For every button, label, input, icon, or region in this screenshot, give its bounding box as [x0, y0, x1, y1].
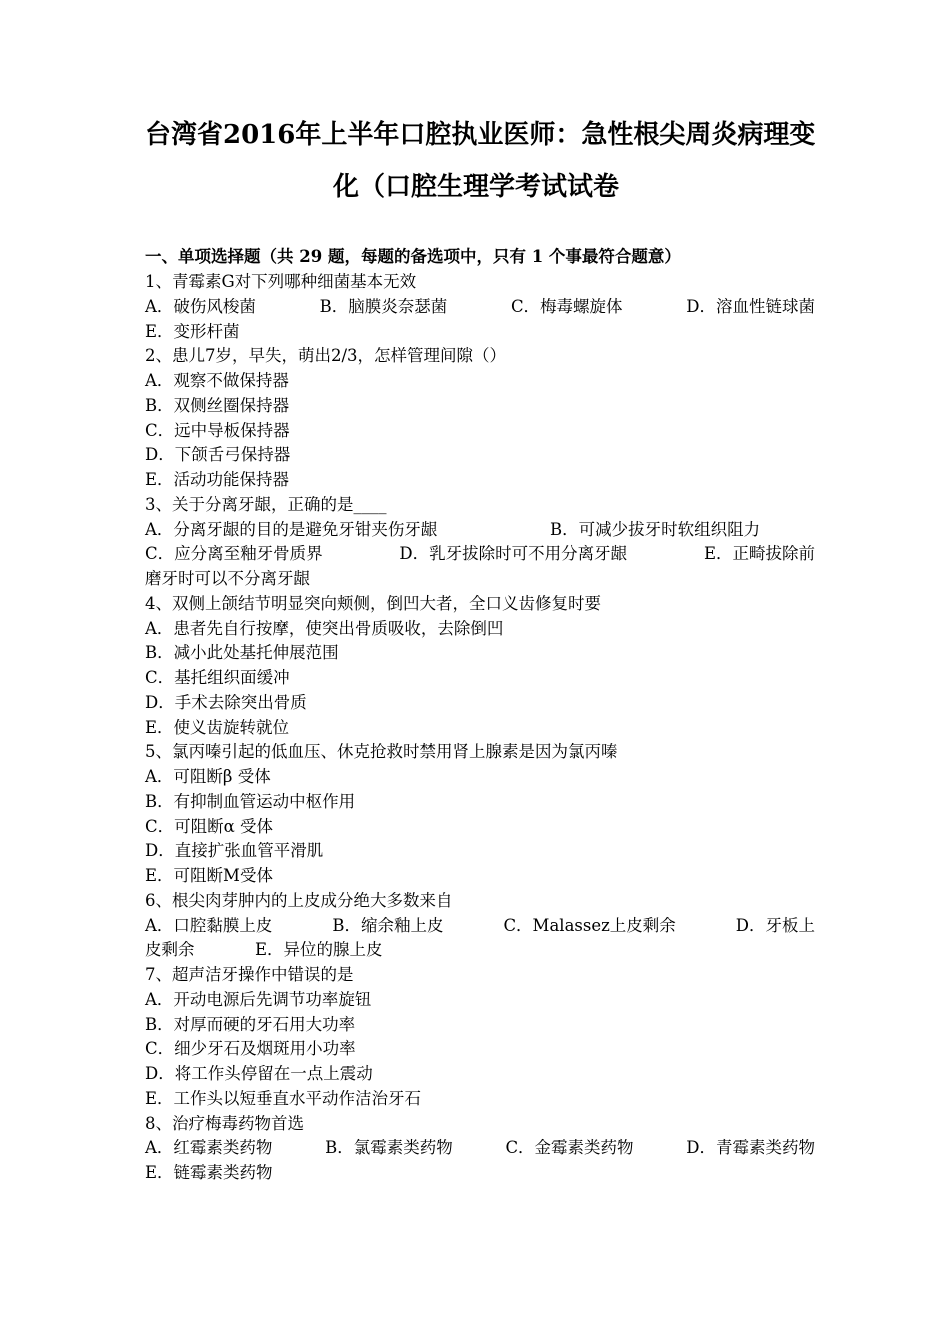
option-item: B．可减少拔牙时软组织阻力	[550, 519, 761, 539]
option-row: B．双侧丝圈保持器	[145, 395, 290, 415]
option-row: B．对厚而硬的牙石用大功率	[145, 1014, 356, 1034]
option-item: C．梅毒螺旋体	[510, 296, 623, 316]
option-item: 皮剩余	[145, 940, 195, 960]
option-row	[145, 320, 815, 345]
question-stem-4: 4、双侧上颌结节明显突向颊侧，倒凹大者，全口义齿修复时要	[145, 593, 601, 613]
option-row: C．可阻断α 受体	[145, 816, 274, 836]
question-stem-6: 6、根尖肉芽肿内的上皮成分绝大多数来自	[145, 890, 453, 910]
option-item: D．牙板上	[735, 915, 815, 935]
option-item: C．Malassez上皮剩余	[503, 915, 676, 935]
option-item: C．金霉素类药物	[505, 1138, 634, 1158]
option-row: D．手术去除突出骨质	[145, 692, 307, 712]
option-row	[145, 914, 815, 939]
question-stem-1: 1、青霉素G对下列哪种细菌基本无效	[145, 272, 417, 291]
option-item: E．正畸拔除前	[703, 544, 815, 564]
question-stem-3: 3、关于分离牙龈，正确的是____	[145, 494, 387, 514]
option-row	[145, 518, 815, 543]
option-item: C．应分离至釉牙骨质界	[145, 544, 323, 564]
document-title-line-2: 化（口腔生理学考试试卷	[332, 172, 619, 202]
option-row	[145, 938, 815, 963]
option-row	[145, 295, 815, 320]
option-item: E．链霉素类药物	[145, 1163, 273, 1182]
option-item: B．脑膜炎奈瑟菌	[319, 296, 448, 316]
option-row: B．减小此处基托伸展范围	[145, 643, 339, 663]
option-row: A．观察不做保持器	[145, 371, 289, 390]
option-row: A．患者先自行按摩，使突出骨质吸收，去除倒凹	[145, 618, 504, 638]
option-item: E．异位的腺上皮	[255, 940, 383, 960]
option-row: E．工作头以短垂直水平动作洁治牙石	[145, 1088, 422, 1108]
option-row	[145, 1161, 815, 1186]
option-row: E．使义齿旋转就位	[145, 717, 290, 737]
question-stem-8: 8、治疗梅毒药物首选	[145, 1113, 304, 1133]
option-row: D．将工作头停留在一点上震动	[145, 1064, 373, 1083]
option-item: A．分离牙龈的目的是避免牙钳夹伤牙龈	[145, 519, 438, 539]
option-item: A．红霉素类药物	[145, 1138, 273, 1158]
question-stem-7: 7、超声洁牙操作中错误的是	[145, 965, 354, 984]
option-row: E．活动功能保持器	[145, 470, 290, 489]
option-item: D．乳牙拔除时可不用分离牙龈	[399, 544, 628, 564]
option-row: A．可阻断β 受体	[145, 767, 271, 786]
option-row: C．细少牙石及烟斑用小功率	[145, 1039, 356, 1059]
option-row: 磨牙时可以不分离牙龈	[145, 569, 310, 588]
option-item: D．青霉素类药物	[686, 1138, 815, 1158]
option-item: B．氯霉素类药物	[325, 1138, 453, 1158]
option-row: A．开动电源后先调节功率旋钮	[145, 989, 372, 1009]
question-stem-5: 5、氯丙嗪引起的低血压、休克抢救时禁用肾上腺素是因为氯丙嗪	[145, 742, 618, 762]
option-row: C．远中导板保持器	[145, 420, 290, 440]
option-item: B．缩余釉上皮	[332, 915, 444, 935]
document-title-line-1: 台湾省2016年上半年口腔执业医师：急性根尖周炎病理变	[145, 120, 816, 150]
option-item: A．口腔黏膜上皮	[145, 915, 273, 935]
question-list	[145, 270, 815, 1186]
option-row: D．直接扩张血管平滑肌	[145, 841, 324, 861]
option-item: A．破伤风梭菌	[145, 296, 256, 316]
option-row: D．下颌舌弓保持器	[145, 445, 291, 465]
question-stem-2: 2、患儿7岁，早失，萌出2/3，怎样管理间隙（）	[145, 346, 507, 366]
option-row	[145, 542, 815, 567]
option-item: E．变形杆菌	[145, 321, 240, 341]
option-row: B．有抑制血管运动中枢作用	[145, 791, 356, 811]
section-heading: 一、单项选择题（共 29 题，每题的备选项中，只有 1 个事最符合题意）	[145, 247, 681, 266]
option-row: E．可阻断M受体	[145, 866, 273, 885]
option-item: D．溶血性链球菌	[686, 296, 815, 316]
option-row	[145, 1136, 815, 1161]
option-row: C．基托组织面缓冲	[145, 668, 290, 687]
